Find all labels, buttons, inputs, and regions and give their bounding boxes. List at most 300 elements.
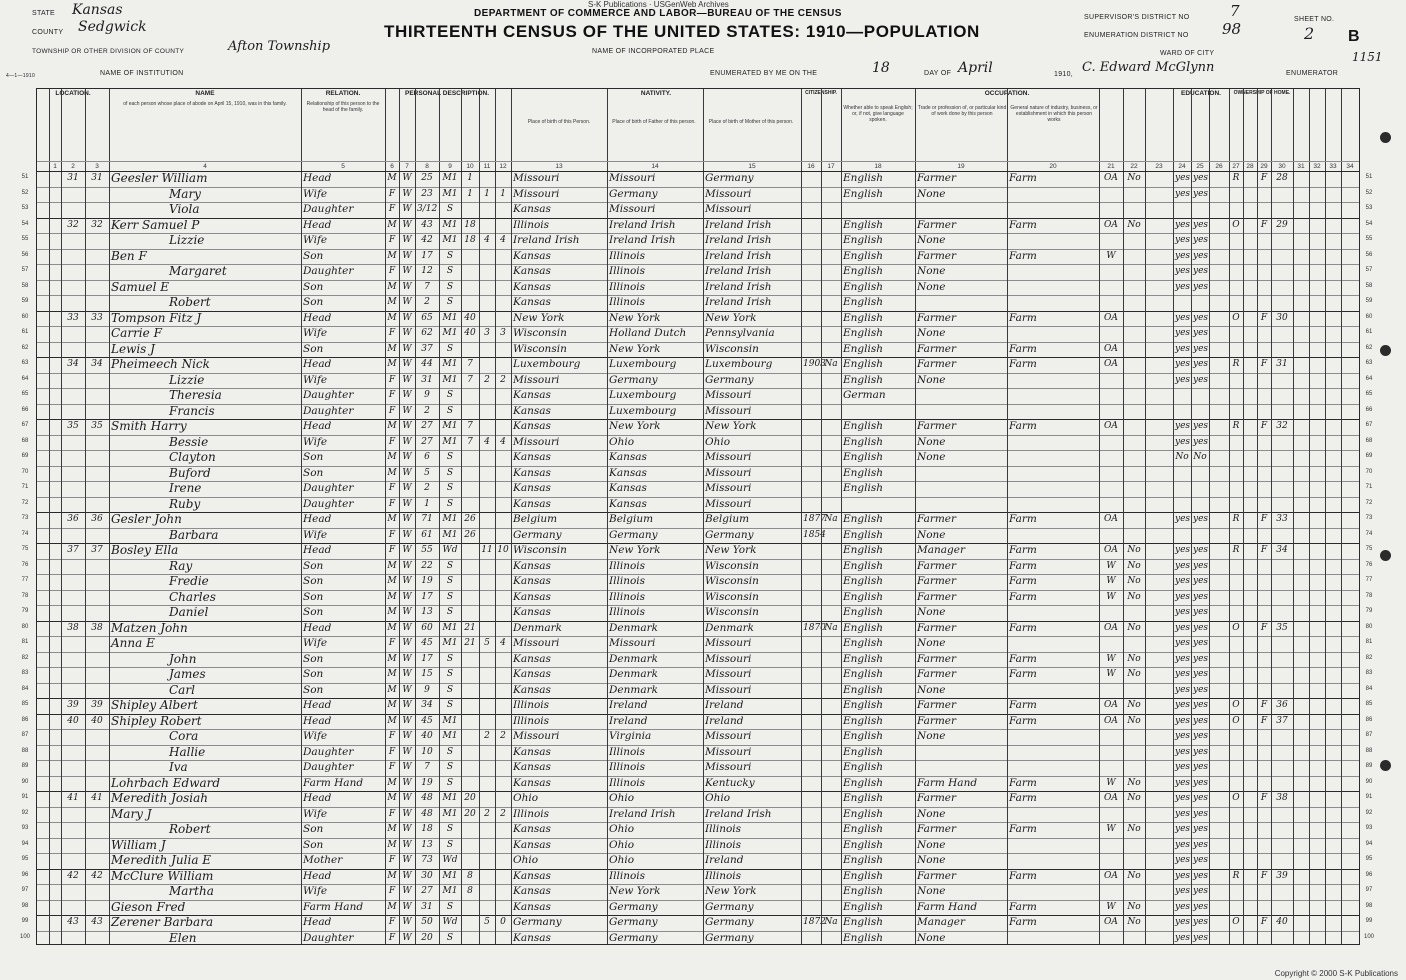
cell-trade: None [917,435,946,448]
line-number-left: 92 [21,809,29,816]
cell-race: W [402,886,412,896]
cell-wr: yes [1193,669,1209,679]
cell-trade: Farmer [917,652,957,665]
line-number-left: 71 [21,484,29,490]
line-number-right: 80 [1365,623,1373,630]
cell-farm [1259,574,1269,590]
cell-age: 43 [421,219,433,230]
cell-sex: M [387,281,397,292]
cell-dw [63,605,83,621]
cell-name: Cora [169,729,199,743]
line-number-right: 59 [1365,298,1373,304]
cell-born [481,869,493,885]
cell-mother: Germany [705,900,754,913]
cell-born [481,357,493,373]
cell-wk [1125,729,1143,745]
cell-nat [823,264,839,280]
column-divider [1007,89,1008,944]
cell-wk [1125,187,1143,203]
cell-rd: yes [1175,684,1191,695]
cell-emp [1101,264,1121,280]
cell-liv [497,574,509,590]
cell-farm [1259,636,1269,652]
cell-imm [803,450,819,466]
cell-wr: yes [1193,374,1209,385]
cell-father: Illinois [609,869,646,882]
cell-liv [497,791,509,807]
cell-race: W [402,560,412,571]
line-number-left: 82 [21,654,29,661]
cell-born [481,884,493,900]
cell-emp [1101,605,1121,621]
cell-wr: yes [1193,188,1209,199]
cell-trade: None [917,730,946,742]
line-number-right: 94 [1365,840,1373,847]
cell-born [481,822,493,838]
cell-emp [1101,373,1121,389]
cell-ind: Farm [1009,590,1037,603]
cell-born [481,528,493,544]
cell-farm [1259,605,1269,621]
cell-trade [917,760,1005,776]
cell-dw: 37 [67,545,79,555]
cell-age: 37 [421,343,433,354]
cell-sex: F [388,855,396,865]
cell-sex: M [387,622,397,633]
cell-mother: Missouri [705,466,752,479]
cell-race: W [402,591,412,602]
cell-nat [823,528,839,544]
cell-ind: Farm [1009,575,1037,587]
cell-fam [87,853,107,869]
cell-rel: Wife [303,730,328,742]
enumerated-label: ENUMERATED BY ME ON THE [710,70,818,77]
cell-race: W [402,452,412,462]
cell-name: Geesler William [111,171,208,185]
cell-imm [803,605,819,621]
cell-own [1231,838,1241,854]
cell-wr: yes [1193,591,1209,602]
cell-nat [823,295,839,311]
table-row [37,714,1359,730]
table-row [37,233,1359,249]
cell-sched [1273,853,1291,869]
cell-yrs [463,667,477,683]
cell-age: 27 [421,421,433,431]
line-number-right: 84 [1365,685,1373,692]
cell-trade: None [917,807,946,820]
cell-ind [1009,729,1097,745]
cell-lang: English [843,900,884,913]
cell-born [481,621,493,637]
column-divider [439,89,440,944]
header-language: Whether able to speak English; or, if not, give language spoken. [843,105,913,123]
cell-rd: yes [1175,281,1191,292]
cell-imm [803,745,819,761]
cell-name: McClure William [111,868,214,883]
cell-mother: Germany [705,931,754,944]
cell-age: 5 [424,467,430,478]
line-number-right: 90 [1365,778,1373,785]
cell-trade [917,202,1005,218]
cell-nat [823,280,839,296]
cell-ms: S [446,839,454,850]
cell-wk: No [1127,576,1141,586]
header-name: of each person whose place of abode on April 15, 1910, was in this family. [123,101,287,107]
sheet-value: 2 [1304,24,1315,43]
cell-wr: yes [1193,514,1209,524]
cell-mother: Missouri [705,404,752,417]
cell-fam [87,249,107,265]
line-number-left: 66 [21,406,29,413]
cell-yrs: 7 [467,374,473,385]
line-number-right: 53 [1365,205,1373,211]
cell-dw [63,450,83,466]
cell-lang: English [843,311,884,324]
cell-dw [63,683,83,699]
cell-yrs: 18 [464,235,476,245]
cell-lang: English [843,916,884,928]
cell-farm: F [1260,173,1268,183]
line-number-left: 81 [21,639,29,645]
cell-fam: 34 [91,359,103,369]
cell-farm [1259,388,1269,404]
cell-mother: New York [705,420,757,432]
cell-rd [1175,466,1189,482]
column-number: 6 [390,163,394,170]
cell-race: W [402,653,412,664]
cell-dw [63,853,83,869]
cell-liv [497,931,509,947]
cell-birth: Kansas [513,885,551,897]
cell-age: 34 [421,700,433,710]
cell-wk [1125,745,1143,761]
cell-liv [497,404,509,420]
cell-own [1231,187,1241,203]
cell-sched [1273,280,1291,296]
cell-trade: None [917,327,946,339]
cell-mother: Illinois [705,869,742,882]
cell-name: Zerener Barbara [111,915,214,929]
cell-ms: M1 [442,328,458,338]
cell-rd: yes [1175,607,1191,617]
enumeration-value: 98 [1222,20,1242,38]
cell-father: Ireland [609,699,648,711]
cell-ind: Farm [1009,513,1037,525]
cell-born: 2 [484,731,490,741]
cell-rd: yes [1175,653,1191,664]
column-divider [479,89,480,944]
line-number-left: 80 [21,623,29,630]
table-row [37,373,1359,389]
cell-own [1231,667,1241,683]
cell-emp [1101,745,1121,761]
cell-fam [87,187,107,203]
cell-fam [87,652,107,668]
supervisor-label: SUPERVISOR'S DISTRICT NO [1084,14,1190,21]
cell-lang: English [843,776,884,789]
cell-birth: Wisconsin [513,544,567,556]
cell-trade: Manager [917,916,965,928]
cell-mother: Missouri [705,652,752,665]
cell-rel: Head [303,792,332,804]
cell-age: 48 [421,793,433,803]
cell-rel: Daughter [303,761,354,773]
cell-wk [1125,466,1143,482]
column-number: 5 [341,163,345,170]
cell-mother: Ireland Irish [705,296,772,308]
cell-mother: Illinois [705,823,742,835]
cell-emp: W [1106,653,1116,664]
cell-nat [823,838,839,854]
cell-rd [1175,404,1189,420]
cell-liv [497,667,509,683]
cell-imm [803,218,819,234]
line-number-left: 59 [21,298,29,304]
cell-ind: Farm [1009,900,1037,913]
cell-dw [63,202,83,218]
cell-emp [1101,729,1121,745]
line-number-right: 89 [1365,763,1373,769]
cell-wk [1125,295,1143,311]
cell-rel: Head [303,513,332,525]
table-row [37,295,1359,311]
table-row [37,528,1359,544]
cell-emp: OA [1104,545,1118,555]
cell-yrs: 18 [464,219,476,230]
cell-lang: English [843,931,884,944]
cell-dw [63,590,83,606]
cell-yrs [463,915,477,931]
cell-rel: Son [303,575,324,587]
cell-farm: F [1260,870,1268,881]
cell-sched [1273,528,1291,544]
cell-race: W [402,498,412,509]
cell-farm [1259,450,1269,466]
cell-father: Illinois [609,575,646,587]
cell-ms: S [446,777,454,788]
cell-ms: S [446,452,454,462]
cell-imm [803,698,819,714]
column-number: 8 [425,163,429,170]
table-row [37,404,1359,420]
cell-sex: F [388,529,396,540]
column-divider [1173,89,1174,944]
cell-liv [497,171,509,187]
cell-trade [917,481,1005,497]
cell-ind [1009,373,1097,389]
cell-rd: yes [1175,436,1191,447]
cell-ms: M1 [442,312,458,323]
cell-ms: S [446,467,454,478]
cell-trade: Farmer [917,823,957,835]
cell-ind: Farm [1009,714,1037,727]
cell-liv [497,249,509,265]
cell-lang: English [843,745,884,758]
cell-born [481,605,493,621]
cell-sched [1273,435,1291,451]
cell-age: 55 [421,545,433,555]
cell-ind: Farm [1009,916,1037,928]
cell-name: Carrie F [111,326,162,340]
cell-rel: Son [303,652,324,665]
column-divider [399,89,400,944]
cell-sex: M [387,669,397,679]
cell-nat [823,652,839,668]
cell-name: Gesler John [111,512,182,526]
cell-rd [1175,295,1189,311]
cell-fam [87,900,107,916]
cell-farm [1259,807,1269,823]
cell-dw [63,388,83,404]
cell-ms: M1 [442,421,458,431]
column-divider [1243,89,1244,944]
cell-ind: Farm [1009,249,1037,262]
cell-sched [1273,466,1291,482]
cell-farm [1259,481,1269,497]
cell-fam [87,667,107,683]
cell-ind: Farm [1009,358,1037,370]
line-number-right: 81 [1365,639,1373,645]
cell-rd: yes [1175,235,1191,245]
cell-fam: 32 [91,219,103,230]
cell-born [481,574,493,590]
cell-wk [1125,280,1143,296]
cell-rel: Head [303,420,332,432]
cell-name: Carl [169,682,195,697]
column-number: 1 [53,163,57,170]
cell-own: O [1232,917,1240,927]
cell-ind: Farm [1009,544,1037,556]
cell-fam [87,388,107,404]
column-number: 12 [499,163,507,170]
group-name: NAME [195,90,215,97]
cell-born [481,497,493,513]
line-number-right: 66 [1365,406,1373,413]
cell-farm [1259,652,1269,668]
cell-lang: English [843,730,884,742]
cell-yrs: 21 [464,638,476,648]
cell-lang: English [843,187,884,200]
cell-sched [1273,605,1291,621]
cell-imm [803,853,819,869]
cell-father: Luxembourg [609,389,677,401]
cell-sched [1273,900,1291,916]
cell-trade: None [917,885,946,897]
cell-age: 2 [424,405,430,416]
cell-dw [63,466,83,482]
cell-imm [803,543,819,559]
cell-liv: 4 [500,436,506,447]
cell-sex: M [387,312,397,323]
cell-race: W [402,173,412,183]
cell-dw [63,295,83,311]
cell-imm: 1854 [803,529,826,540]
cell-nat [823,931,839,947]
cell-father: Ohio [609,823,635,835]
cell-nat [823,822,839,838]
cell-wr [1193,295,1207,311]
cell-sched [1273,745,1291,761]
cell-race: W [402,204,412,214]
cell-rd [1175,528,1189,544]
cell-rel: Son [303,606,324,618]
cell-fam [87,450,107,466]
cell-lang: English [843,172,884,184]
cell-sex: M [387,421,397,431]
cell-dw [63,249,83,265]
line-number-right: 73 [1365,515,1373,521]
cell-emp: OA [1104,421,1118,431]
cell-rel: Mother [303,854,343,866]
cell-imm [803,481,819,497]
cell-father: Ireland [609,714,648,727]
cell-farm: F [1260,359,1268,369]
cell-imm: 1903 [803,359,826,369]
cell-fam [87,559,107,575]
cell-mother: Germany [705,528,754,541]
cell-age: 22 [421,560,433,571]
column-number: 2 [71,163,75,170]
table-row [37,652,1359,668]
cell-born: 3 [484,328,490,338]
table-row [37,807,1359,823]
cell-lang: English [843,621,884,634]
cell-sex: F [388,405,396,416]
cell-liv [497,900,509,916]
cell-ind: Farm [1009,621,1037,634]
cell-nat: Na [824,359,838,369]
cell-rel: Son [303,838,324,851]
cell-nat [823,683,839,699]
cell-race: W [402,359,412,369]
cell-own [1231,559,1241,575]
cell-liv [497,342,509,358]
cell-lang: English [843,358,884,370]
cell-emp: OA [1104,312,1118,323]
cell-ms: S [446,576,454,586]
cell-birth: Missouri [513,730,560,742]
cell-birth: Kansas [513,900,551,913]
line-number-left: 54 [21,220,29,227]
cell-fam [87,264,107,280]
column-number: 15 [748,163,756,170]
publisher-note: S-K Publications · USGenWeb Archives [588,0,729,9]
line-number-right: 68 [1365,437,1373,444]
cell-name: John [169,651,197,666]
column-divider [1145,89,1146,944]
cell-father: Kansas [609,451,647,463]
cell-father: Germany [609,931,658,944]
cell-dw [63,667,83,683]
header-divider [37,171,1359,172]
cell-wk [1125,357,1143,373]
line-number-left: 64 [21,375,29,382]
punch-hole [1380,550,1391,561]
cell-name: Lohrbach Edward [111,775,221,790]
cell-age: 25 [421,173,433,183]
cell-ms: M1 [442,374,458,385]
cell-ms: S [446,824,454,834]
cell-born [481,481,493,497]
cell-father: Luxembourg [609,358,677,370]
cell-birth: Kansas [513,451,551,463]
cell-name: Anna E [111,636,155,650]
table-row [37,218,1359,234]
cell-fam [87,404,107,420]
cell-lang: English [843,885,884,897]
cell-sched [1273,326,1291,342]
